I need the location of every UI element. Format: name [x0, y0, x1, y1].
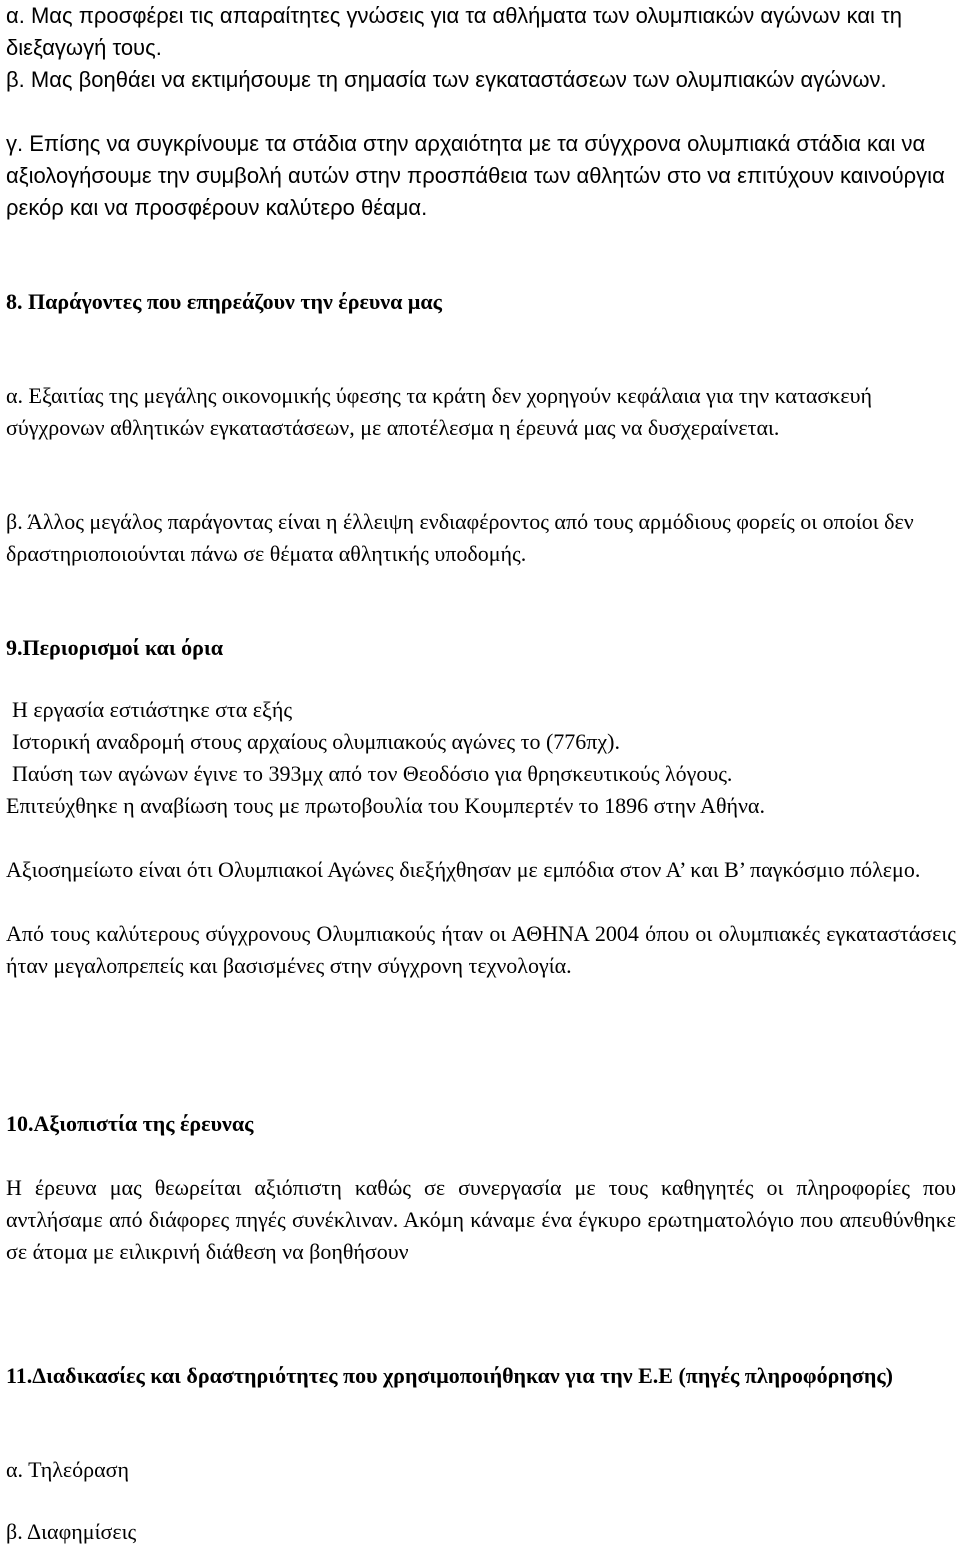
section-9-line-6: Από τους καλύτερους σύγχρονους Ολυμπιακούς ήταν οι ΑΘΗΝΑ 2004 όπου οι ολυμπιακές εγκαταστάσεις ήταν μεγαλοπρεπείς και βασισμένες στην σύγχρονη τεχνολογία.	[6, 921, 956, 978]
intro-item-c: γ. Επίσης να συγκρίνουμε τα στάδια στην αρχαιότητα με τα σύγχρονα ολυμπιακά στάδια και να αξιολογήσουμε την συμβολή αυτών στην προσπάθεια των αθλητών στο να επιτύχουν καινούργια ρεκόρ και να προσφέρουν καλύτερο θέαμα.	[6, 131, 945, 220]
section-11-item-b: β. Διαφημίσεις	[6, 1519, 137, 1544]
section-10-para: Η έρευνα μας θεωρείται αξιόπιστη καθώς σε συνεργασία με τους καθηγητές οι πληροφορίες που αντλήσαμε από διάφορες πηγές συνέκλιναν. Ακόμη κάναμε ένα έγκυρο ερωτηματολόγιο που απευθύνθηκε σε άτομα με ειλικρινή διάθεση να βοηθήσουν	[6, 1175, 956, 1264]
section-11-item-a: α. Τηλεόραση	[6, 1457, 130, 1482]
section-9-line-3: Παύση των αγώνων έγινε το 393μχ από τον Θεοδόσιο για θρησκευτικούς λόγους.	[12, 761, 733, 786]
intro-item-b: β. Μας βοηθάει να εκτιμήσουμε τη σημασία των εγκαταστάσεων των ολυμπιακών αγώνων.	[6, 67, 887, 92]
section-8-para-b: β. Άλλος μεγάλος παράγοντας είναι η έλλειψη ενδιαφέροντος από τους αρμόδιους φορείς οι οποίοι δεν δραστηριοποιούνται πάνω σε θέματα αθλητικής υποδομής.	[6, 509, 914, 566]
section-9-line-4: Επιτεύχθηκε η αναβίωση τους με πρωτοβουλία του Κουμπερτέν το 1896 στην Αθήνα.	[6, 793, 765, 818]
section-9-line-2: Ιστορική αναδρομή στους αρχαίους ολυμπιακούς αγώνες το (776πχ).	[12, 729, 621, 754]
section-9-line-1: Η εργασία εστιάστηκε στα εξής	[12, 697, 293, 722]
section-8-heading: 8. Παράγοντες που επηρεάζουν την έρευνα μας	[6, 289, 442, 314]
section-9-line-5: Αξιοσημείωτο είναι ότι Ολυμπιακοί Αγώνες διεξήχθησαν με εμπόδια στον Α’ και Β’ παγκόσμιο πόλεμο.	[6, 857, 921, 882]
section-10-heading: 10.Αξιοπιστία της έρευνας	[6, 1111, 254, 1136]
section-8-para-a: α. Εξαιτίας της μεγάλης οικονομικής ύφεσης τα κράτη δεν χορηγούν κεφάλαια για την κατασκευή σύγχρονων αθλητικών εγκαταστάσεων, με αποτέλεσμα η έρευνά μας να δυσχεραίνεται.	[6, 383, 873, 440]
intro-item-a: α. Μας προσφέρει τις απαραίτητες γνώσεις για τα αθλήματα των ολυμπιακών αγώνων και τη διεξαγωγή τους.	[6, 3, 902, 60]
section-11-heading: 11.Διαδικασίες και δραστηριότητες που χρησιμοποιήθηκαν για την Ε.Ε (πηγές πληροφόρησης)	[6, 1363, 893, 1388]
section-9-heading: 9.Περιορισμοί και όρια	[6, 635, 224, 660]
